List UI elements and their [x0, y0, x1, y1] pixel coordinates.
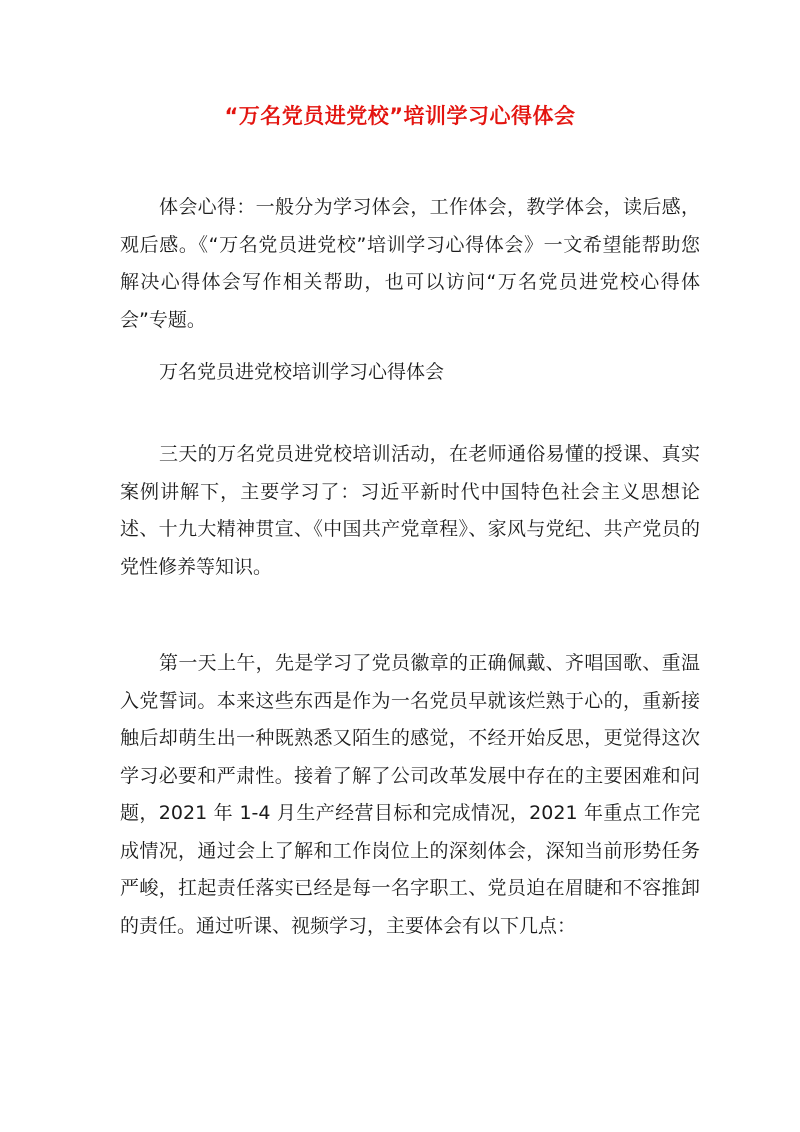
document-title: “万名党员进党校”培训学习心得体会 — [224, 104, 576, 128]
document-subtitle: 万名党员进党校培训学习心得体会 — [159, 361, 445, 383]
body-paragraph-1: 三天的万名党员进党校培训活动，在老师通俗易懂的授课、真实案例讲解下，主要学习了：习近平新时代中国特色社会主义思想论述、十九大精神贯宣、《中国共产党章程》、家风与党纪、共产党员的党性修养等知识。 — [120, 443, 700, 578]
intro-paragraph: 体会心得：一般分为学习体会，工作体会，教学体会，读后感，观后感。《“万名党员进党校”培训学习心得体会》一文希望能帮助您解决心得体会写作相关帮助，也可以访问“万名党员进党校心得体会”专题。 — [120, 196, 700, 331]
body-paragraph-2: 第一天上午，先是学习了党员徽章的正确佩戴、齐唱国歌、重温入党誓词。本来这些东西是作为一名党员早就该烂熟于心的，重新接触后却萌生出一种既熟悉又陌生的感觉，不经开始反思，更觉得这次学习必要和严肃性。接着了解了公司改革发展中存在的主要困难和问题，2021 年 1-4 月生产经营目标和完成情况，2021 年重点工作完成情况，通过会上了解和工作岗位上的深刻体会，深知当前形势任务严峻，扛起责任落实已经是每一名字职工、党员迫在眉睫和不容推卸的责任。通过听课、视频学习，主要体会有以下几点： — [120, 652, 700, 937]
